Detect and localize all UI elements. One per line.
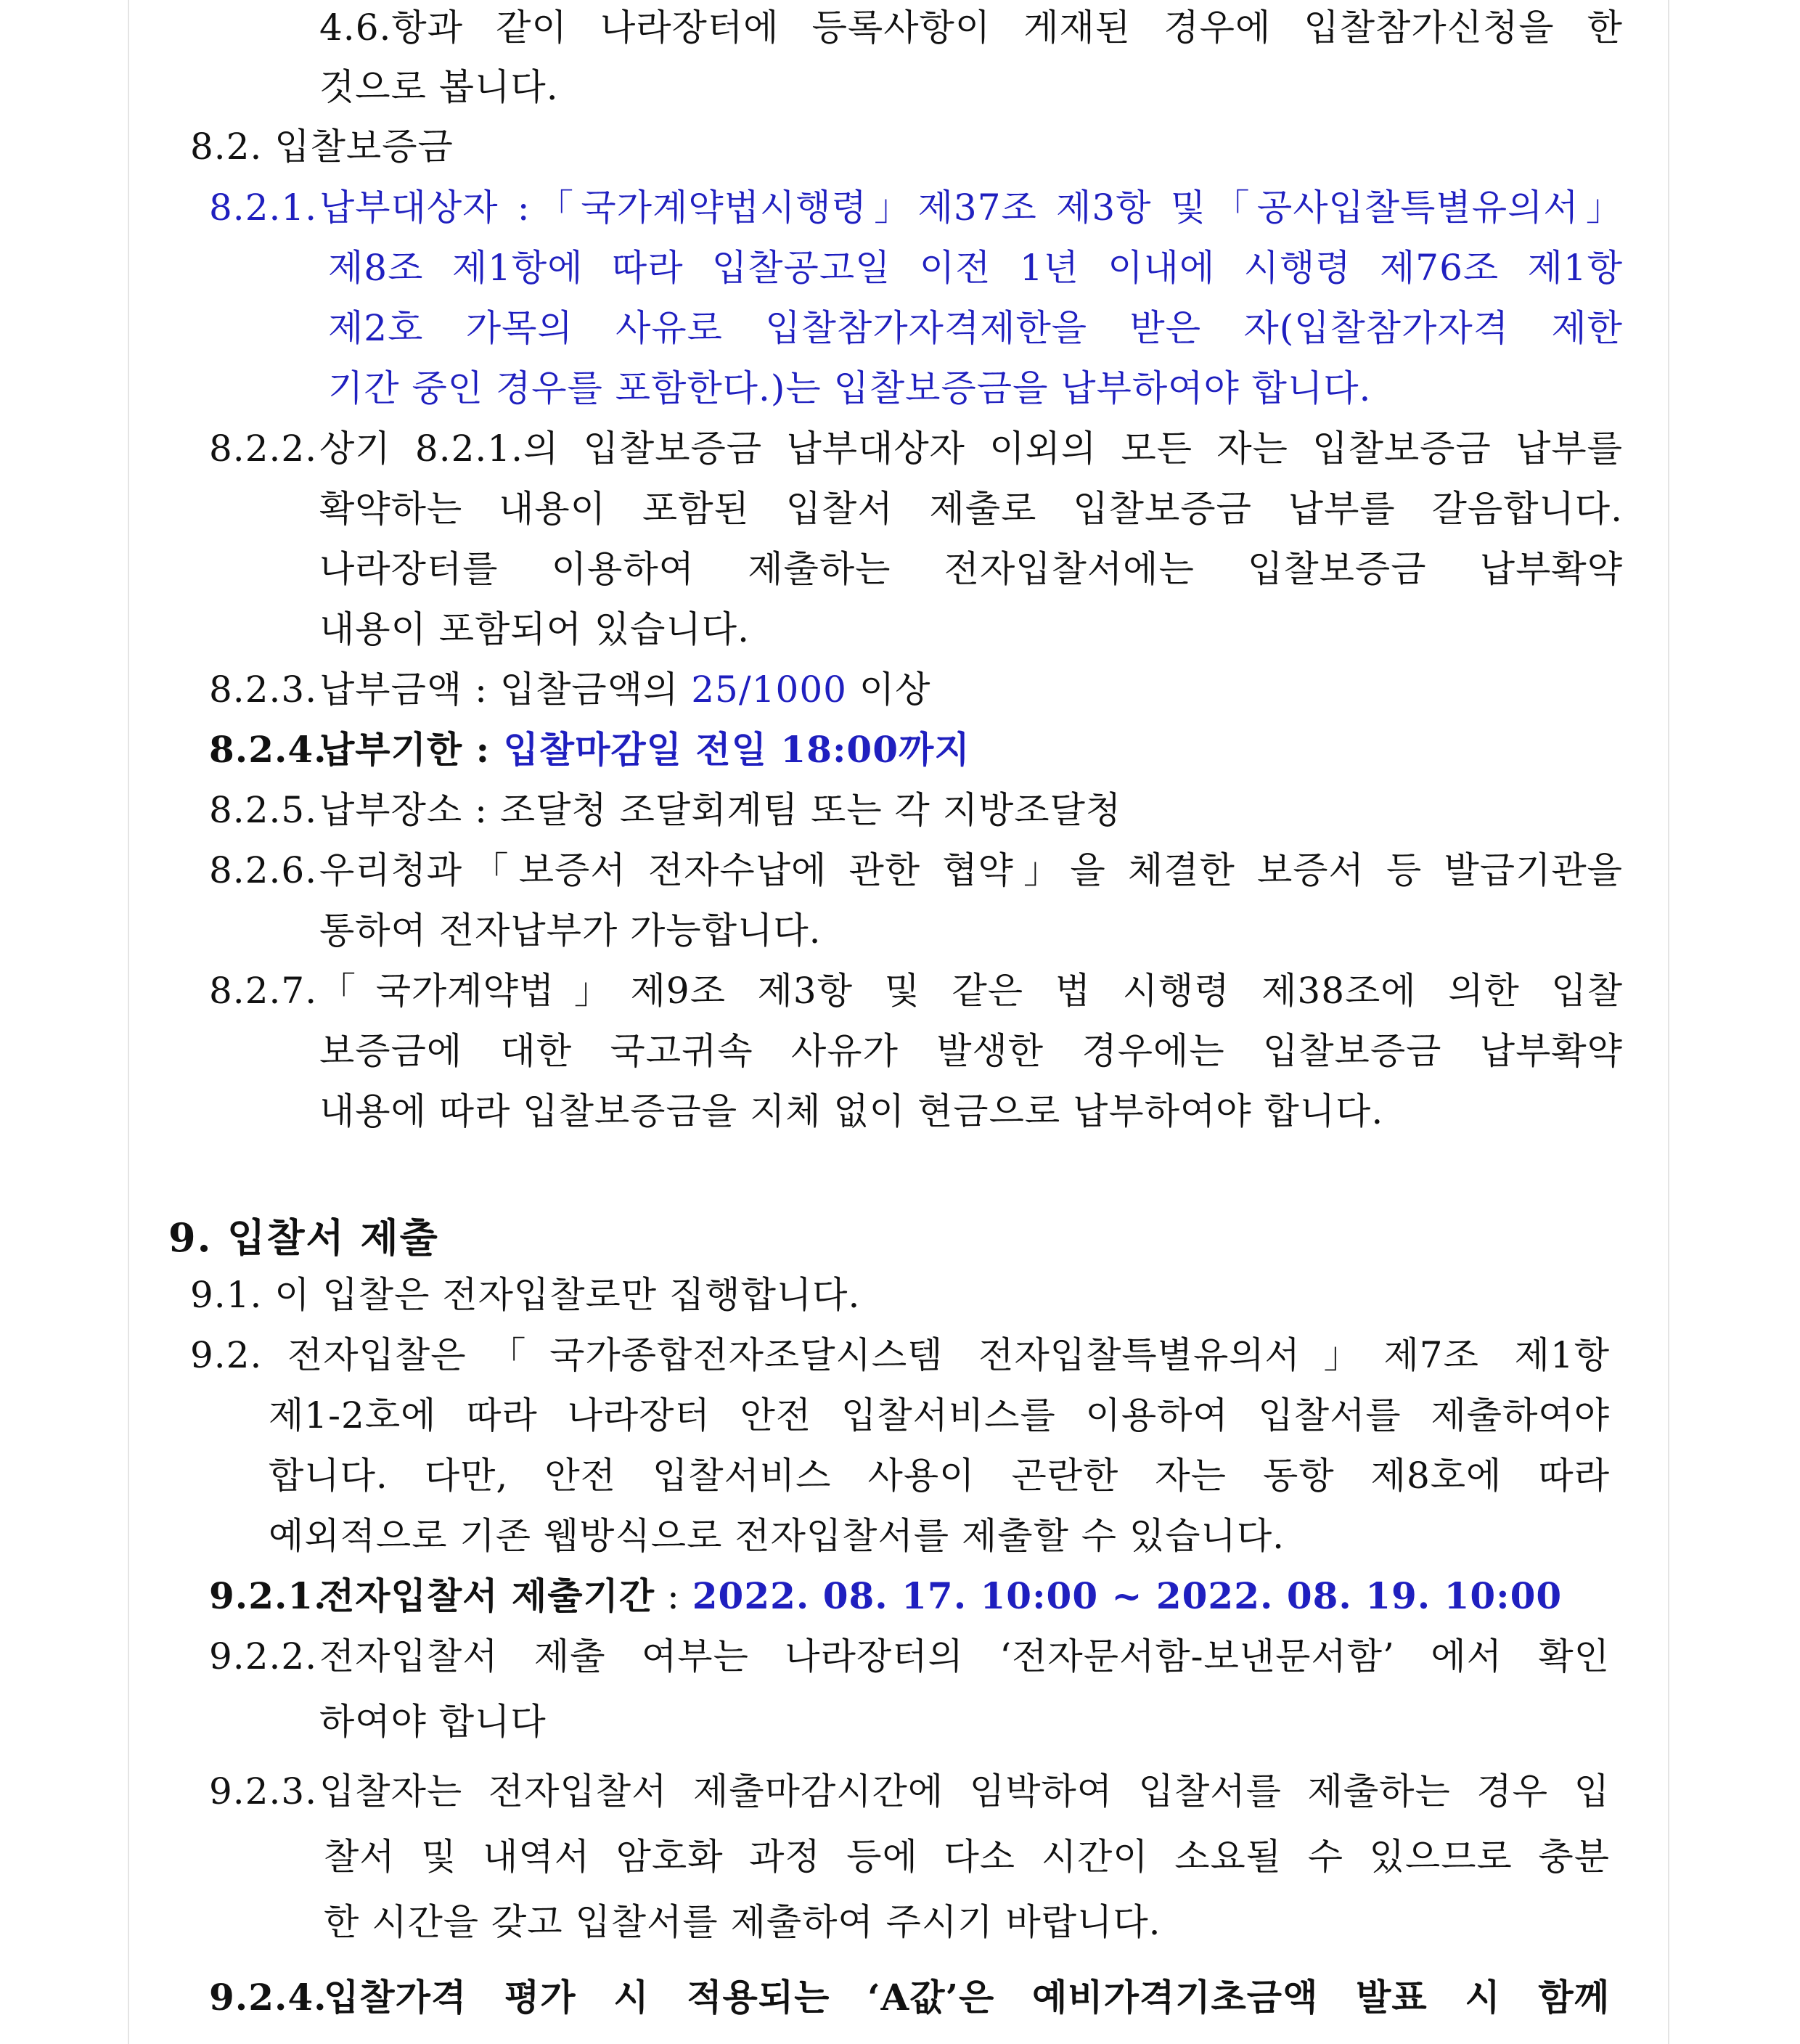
item-number-8-2-6: 8.2.6. bbox=[209, 849, 318, 891]
item-8-2-6-line: 우리청과「보증서 전자수납에 관한 협약」을 체결한 보증서 등 발급기관을 bbox=[319, 849, 1623, 891]
item-9-2-3-line: 한 시간을 갖고 입찰서를 제출하여 주시기 바랍니다. bbox=[324, 1901, 1161, 1943]
item-8-2-6-line: 통하여 전자납부가 가능합니다. bbox=[319, 909, 822, 952]
item-8-2-7-line: 내용에 따라 입찰보증금을 지체 없이 현금으로 납부하여야 합니다. bbox=[319, 1090, 1384, 1132]
item-number-8-2-4: 8.2.4. bbox=[209, 728, 327, 771]
item-8-2-1-line: 제2호 가목의 사유로 입찰참가자격제한을 받은 자(입찰참가자격 제한 bbox=[328, 307, 1623, 349]
bid-period-label: 전자입찰서 제출기간 bbox=[319, 1574, 655, 1617]
item-number-8-2-5: 8.2.5. bbox=[209, 789, 318, 831]
item-8-2-3 bbox=[319, 659, 1263, 720]
item-8-2-4 bbox=[319, 719, 1335, 780]
item-8-2-4-label: 납부기한 : bbox=[319, 728, 504, 771]
item-number-8-2-2: 8.2.2. bbox=[209, 428, 318, 470]
item-8-2-2-line: 상기 8.2.1.의 입찰보증금 납부대상자 이외의 모든 자는 입찰보증금 납부를 bbox=[319, 428, 1623, 470]
item-9-2-line: 예외적으로 기존 웹방식으로 전자입찰서를 제출할 수 있습니다. bbox=[269, 1515, 1285, 1557]
section-9-heading: 9. 입찰서 제출 bbox=[168, 1214, 439, 1261]
item-9-2-3-line: 입찰자는 전자입찰서 제출마감시간에 임박하여 입찰서를 제출하는 경우 입 bbox=[319, 1770, 1610, 1812]
deposit-deadline-value: 입찰마감일 전일 18:00까지 bbox=[503, 728, 970, 771]
item-9-2-line: 제1-2호에 따라 나라장터 안전 입찰서비스를 이용하여 입찰서를 제출하여야 bbox=[269, 1394, 1610, 1436]
item-9-1: 9.1. 이 입찰은 전자입찰로만 집행합니다. bbox=[190, 1274, 861, 1316]
item-8-2-1-line: 납부대상자 :「국가계약법시행령」제37조 제3항 및「공사입찰특별유의서」 bbox=[319, 187, 1623, 229]
deposit-rate-value: 25/1000 bbox=[691, 669, 847, 711]
item-number-8-2-1: 8.2.1. bbox=[209, 187, 318, 229]
item-number-9-2-1: 9.2.1. bbox=[209, 1574, 327, 1617]
item-number-8-2-7: 8.2.7. bbox=[209, 970, 318, 1012]
item-8-2-3-label: 납부금액 : 입찰금액의 bbox=[319, 669, 692, 711]
item-8-2-3-tail: 이상 bbox=[846, 669, 931, 711]
subsection-8-2-title: 8.2. 입찰보증금 bbox=[190, 126, 454, 168]
item-9-2-2-line: 하여야 합니다 bbox=[319, 1701, 547, 1743]
item-number-9-2-2: 9.2.2. bbox=[209, 1635, 318, 1677]
paragraph-line: 것으로 봅니다. bbox=[319, 66, 559, 108]
item-number-8-2-3: 8.2.3. bbox=[209, 669, 318, 711]
item-number-9-2-3: 9.2.3. bbox=[209, 1770, 318, 1812]
item-9-2-3-line: 찰서 및 내역서 암호화 과정 등에 다소 시간이 소요될 수 있으므로 충분 bbox=[324, 1836, 1610, 1878]
bid-period-separator: : bbox=[655, 1575, 692, 1617]
item-8-2-2-line: 내용이 포함되어 있습니다. bbox=[319, 608, 750, 650]
item-8-2-1-line: 제8조 제1항에 따라 입찰공고일 이전 1년 이내에 시행령 제76조 제1항 bbox=[328, 247, 1623, 289]
paragraph-line: 4.6.항과 같이 나라장터에 등록사항이 게재된 경우에 입찰참가신청을 한 bbox=[319, 7, 1623, 49]
bid-period-value: 2022. 08. 17. 10:00 ~ 2022. 08. 19. 10:00 bbox=[692, 1574, 1563, 1617]
item-number-9-2: 9.2. bbox=[190, 1334, 263, 1376]
item-9-2-2-line: 전자입찰서 제출 여부는 나라장터의 ‘전자문서함-보낸문서함’ 에서 확인 bbox=[319, 1635, 1610, 1677]
item-9-2-4-line: 입찰가격 평가 시 적용되는 ‘A값’은 예비가격기초금액 발표 시 함께 bbox=[324, 1976, 1610, 2019]
item-8-2-7-line: 보증금에 대한 국고귀속 사유가 발생한 경우에는 입찰보증금 납부확약 bbox=[319, 1030, 1623, 1072]
item-8-2-2-line: 확약하는 내용이 포함된 입찰서 제출로 입찰보증금 납부를 갈음합니다. bbox=[319, 488, 1623, 530]
item-8-2-1-line: 기간 중인 경우를 포함한다.)는 입찰보증금을 납부하여야 합니다. bbox=[328, 367, 1372, 409]
item-8-2-5: 납부장소 : 조달청 조달회계팀 또는 각 지방조달청 bbox=[319, 789, 1122, 831]
item-number-9-2-4: 9.2.4. bbox=[209, 1976, 327, 2019]
item-9-2-1 bbox=[319, 1566, 1563, 1627]
item-8-2-2-line: 나라장터를 이용하여 제출하는 전자입찰서에는 입찰보증금 납부확약 bbox=[319, 548, 1623, 590]
item-8-2-7-line: 「국가계약법」제9조 제3항 및 같은 법 시행령 제38조에 의한 입찰 bbox=[319, 970, 1623, 1012]
item-9-2-line: 전자입찰은「국가종합전자조달시스템 전자입찰특별유의서」제7조 제1항 bbox=[287, 1334, 1610, 1376]
item-9-2-line: 합니다. 다만, 안전 입찰서비스 사용이 곤란한 자는 동항 제8호에 따라 bbox=[269, 1455, 1610, 1497]
